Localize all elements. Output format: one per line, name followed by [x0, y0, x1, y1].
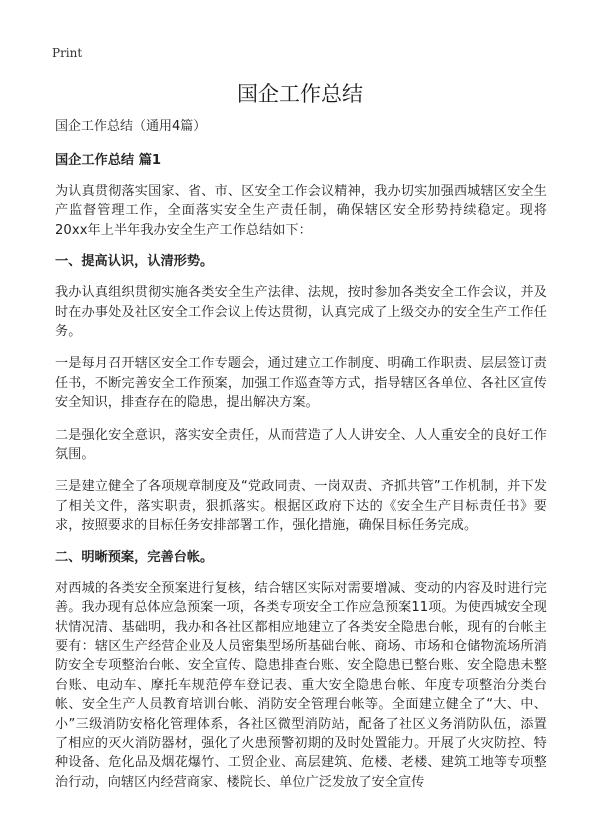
paragraph-5: 三是建立健全了各项规章制度及“党政同责、一岗双责、齐抓共管”工作机制，并下发了相关文件，落实职责，狠抓落实。根据区政府下达的《安全生产目标责任书》要求，按照要求的目标任务安排部署工作，强化措施，确保目标任务完成。 [55, 479, 547, 534]
section-heading: 国企工作总结 篇1 [55, 153, 162, 168]
page-title: 国企工作总结 [237, 82, 363, 106]
paragraph-6: 对西城的各类安全预案进行复核，结合辖区实际对需要增减、变动的内容及时进行完善。我办现有总体应急预案一项，各类专项安全工作应急预案11项。为使西城安全现状情况清、基础明，我办和各社区都相应地建立了各类安全隐患台帐，现有的台帐主要有：辖区生产经营企业及人员密集型场所基础台帐、商场、市场和仓储物流场所消防安全专项整治台帐、安全宣传、隐患排查台账、安全隐患已整台账、安全隐患未整台账、电动车、摩托车规范停车登记表、重大安全隐患台帐、年度专项整治分类台帐、安全生产人员教育培训台帐、消防安全管理台帐等。全面建立健全了“大、中、小”三级消防安格化管理体系，各社区微型消防站，配备了社区义务消防队伍，添置了相应的灭火消防器材，强化了火患预警初期的及时处置能力。开展了火灾防控、特种设备、危化品及烟花爆竹、工贸企业、高层建筑、危楼、老楼、建筑工地等专项整治行动，向辖区内经营商家、楼院长、单位广泛发放了安全宣传 [55, 580, 547, 790]
paragraph-4: 二是强化安全意识，落实安全责任，从而营造了人人讲安全、人人重安全的良好工作氛围。 [55, 427, 547, 463]
document-subtitle: 国企工作总结（通用4篇） [55, 119, 207, 134]
print-link[interactable]: Print [52, 46, 83, 60]
document-body [55, 118, 547, 804]
subsection-heading-2: 二、明晰预案，完善台帐。 [55, 549, 214, 565]
subsection-heading-1: 一、提高认识，认清形势。 [55, 254, 214, 270]
intro-paragraph: 为认真贯彻落实国家、省、市、区安全工作会议精神，我办切实加强西城辖区安全生产监督管理工作，全面落实安全生产责任制，确保辖区安全形势持续稳定。现将20xx年上半年我办安全生产工作总结如下： [55, 184, 547, 238]
paragraph-2: 我办认真组织贯彻实施各类安全生产法律、法规，按时参加各类安全工作会议，并及时在办事处及社区安全工作会议上传达贯彻，认真完成了上级交办的安全生产工作任务。 [55, 285, 547, 340]
paragraph-3: 一是每月召开辖区安全工作专题会，通过建立工作制度、明确工作职责、层层签订责任书，不断完善安全工作预案，加强工作巡查等方式，指导辖区各单位、各社区宣传安全知识，排查存在的隐患，提出解决方案。 [55, 356, 547, 411]
